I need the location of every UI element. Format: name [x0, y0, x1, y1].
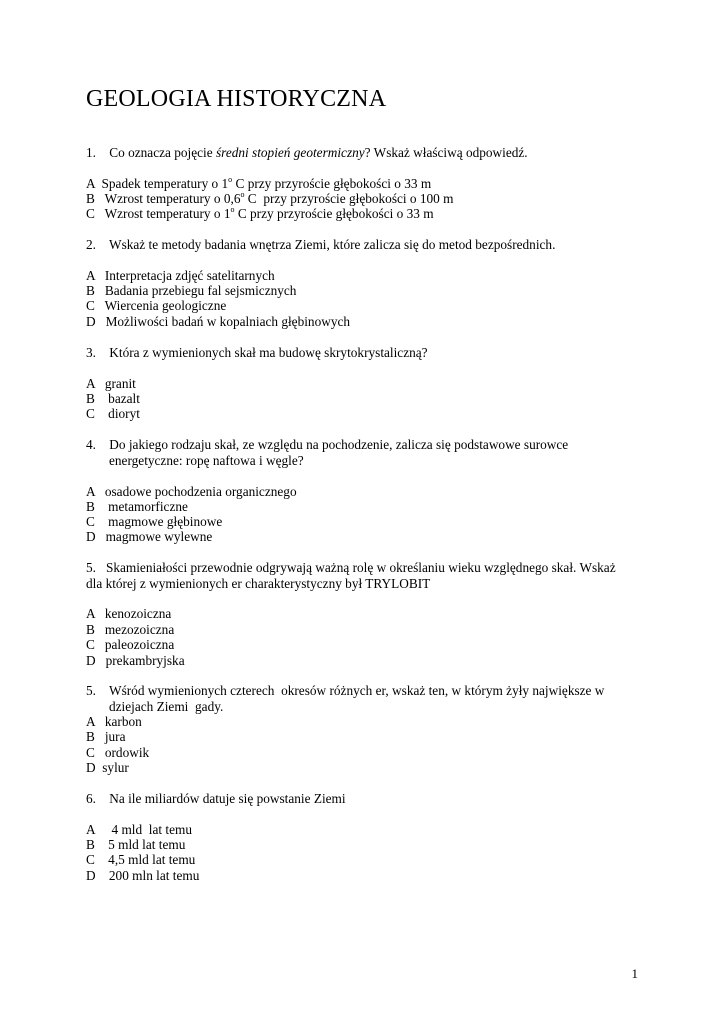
option-a-tail: C przy przyroście głębokości o 33 m [232, 176, 432, 191]
question-2-option-c: C Wiercenia geologiczne [86, 298, 227, 313]
question-5-option-a: A kenozoiczna [86, 606, 172, 621]
question-6-option-d: D sylur [86, 760, 129, 775]
question-5-option-c: C paleozoiczna [86, 637, 175, 652]
question-5-line-1: 5. Skamieniałości przewodnie odgrywają ważną rolę w określaniu wieku względnego skał. Wskaż [86, 560, 616, 575]
question-6-option-c: C ordowik [86, 745, 150, 760]
question-7-option-a: A 4 mld lat temu [86, 822, 192, 837]
question-3-option-a: A granit [86, 376, 136, 391]
question-6-option-a: A karbon [86, 714, 142, 729]
question-5-option-b: B mezozoiczna [86, 622, 175, 637]
question-2: 2. Wskaż te metody badania wnętrza Ziemi, które zalicza się do metod bezpośrednich. [86, 237, 556, 252]
question-2-option-b: B Badania przebiegu fal sejsmicznych [86, 283, 297, 298]
option-b-text: B Wzrost temperatury o 0,6 [86, 191, 241, 206]
page-number: 1 [631, 966, 638, 981]
question-6-line-1: 5. Wśród wymienionych czterech okresów różnych er, wskaż ten, w którym żyły największe w [86, 683, 605, 698]
degree-sup: o [228, 175, 233, 184]
option-c-text: C Wzrost temperatury o 1 [86, 206, 231, 221]
question-4-option-d: D magmowe wylewne [86, 529, 213, 544]
question-5-line-2: dla której z wymienionych er charakterystyczny był TRYLOBIT [86, 576, 431, 591]
option-b-tail: C przy przyroście głębokości o 100 m [244, 191, 454, 206]
question-1-term: średni stopień geotermiczny [215, 145, 365, 160]
question-1-option-b [86, 191, 454, 207]
question-4-line-2: energetyczne: ropę naftowa i węgle? [109, 453, 304, 468]
question-7-option-d: D 200 mln lat temu [86, 868, 200, 883]
option-c-tail: C przy przyroście głębokości o 33 m [234, 206, 434, 221]
question-7: 6. Na ile miliardów datuje się powstanie Ziemi [86, 791, 346, 806]
page-title: GEOLOGIA HISTORYCZNA [86, 86, 387, 112]
question-1 [86, 145, 528, 161]
question-3-option-b: B bazalt [86, 391, 140, 406]
question-4-option-b: B metamorficzne [86, 499, 188, 514]
question-1-post: ? Wskaż właściwą odpowiedź. [364, 145, 528, 160]
question-5-option-d: D prekambryjska [86, 653, 185, 668]
question-3: 3. Która z wymienionych skał ma budowę skrytokrystaliczną? [86, 345, 428, 360]
question-2-option-a: A Interpretacja zdjęć satelitarnych [86, 268, 275, 283]
question-4-option-c: C magmowe głębinowe [86, 514, 223, 529]
question-6-option-b: B jura [86, 729, 126, 744]
question-1-pre: 1. Co oznacza pojęcie [86, 145, 216, 160]
question-4-line-1: 4. Do jakiego rodzaju skał, ze względu na pochodzenie, zalicza się podstawowe surowce [86, 437, 569, 452]
degree-sup: o [240, 190, 245, 199]
question-2-option-d: D Możliwości badań w kopalniach głębinowych [86, 314, 351, 329]
question-1-option-a [86, 176, 431, 192]
question-4-option-a: A osadowe pochodzenia organicznego [86, 484, 297, 499]
question-7-option-c: C 4,5 mld lat temu [86, 852, 196, 867]
option-a-text: A Spadek temperatury o 1 [86, 176, 229, 191]
question-7-option-b: B 5 mld lat temu [86, 837, 186, 852]
question-6-line-2: dziejach Ziemi gady. [109, 699, 224, 714]
question-3-option-c: C dioryt [86, 406, 140, 421]
question-1-option-c [86, 206, 434, 222]
degree-sup: o [230, 205, 235, 214]
